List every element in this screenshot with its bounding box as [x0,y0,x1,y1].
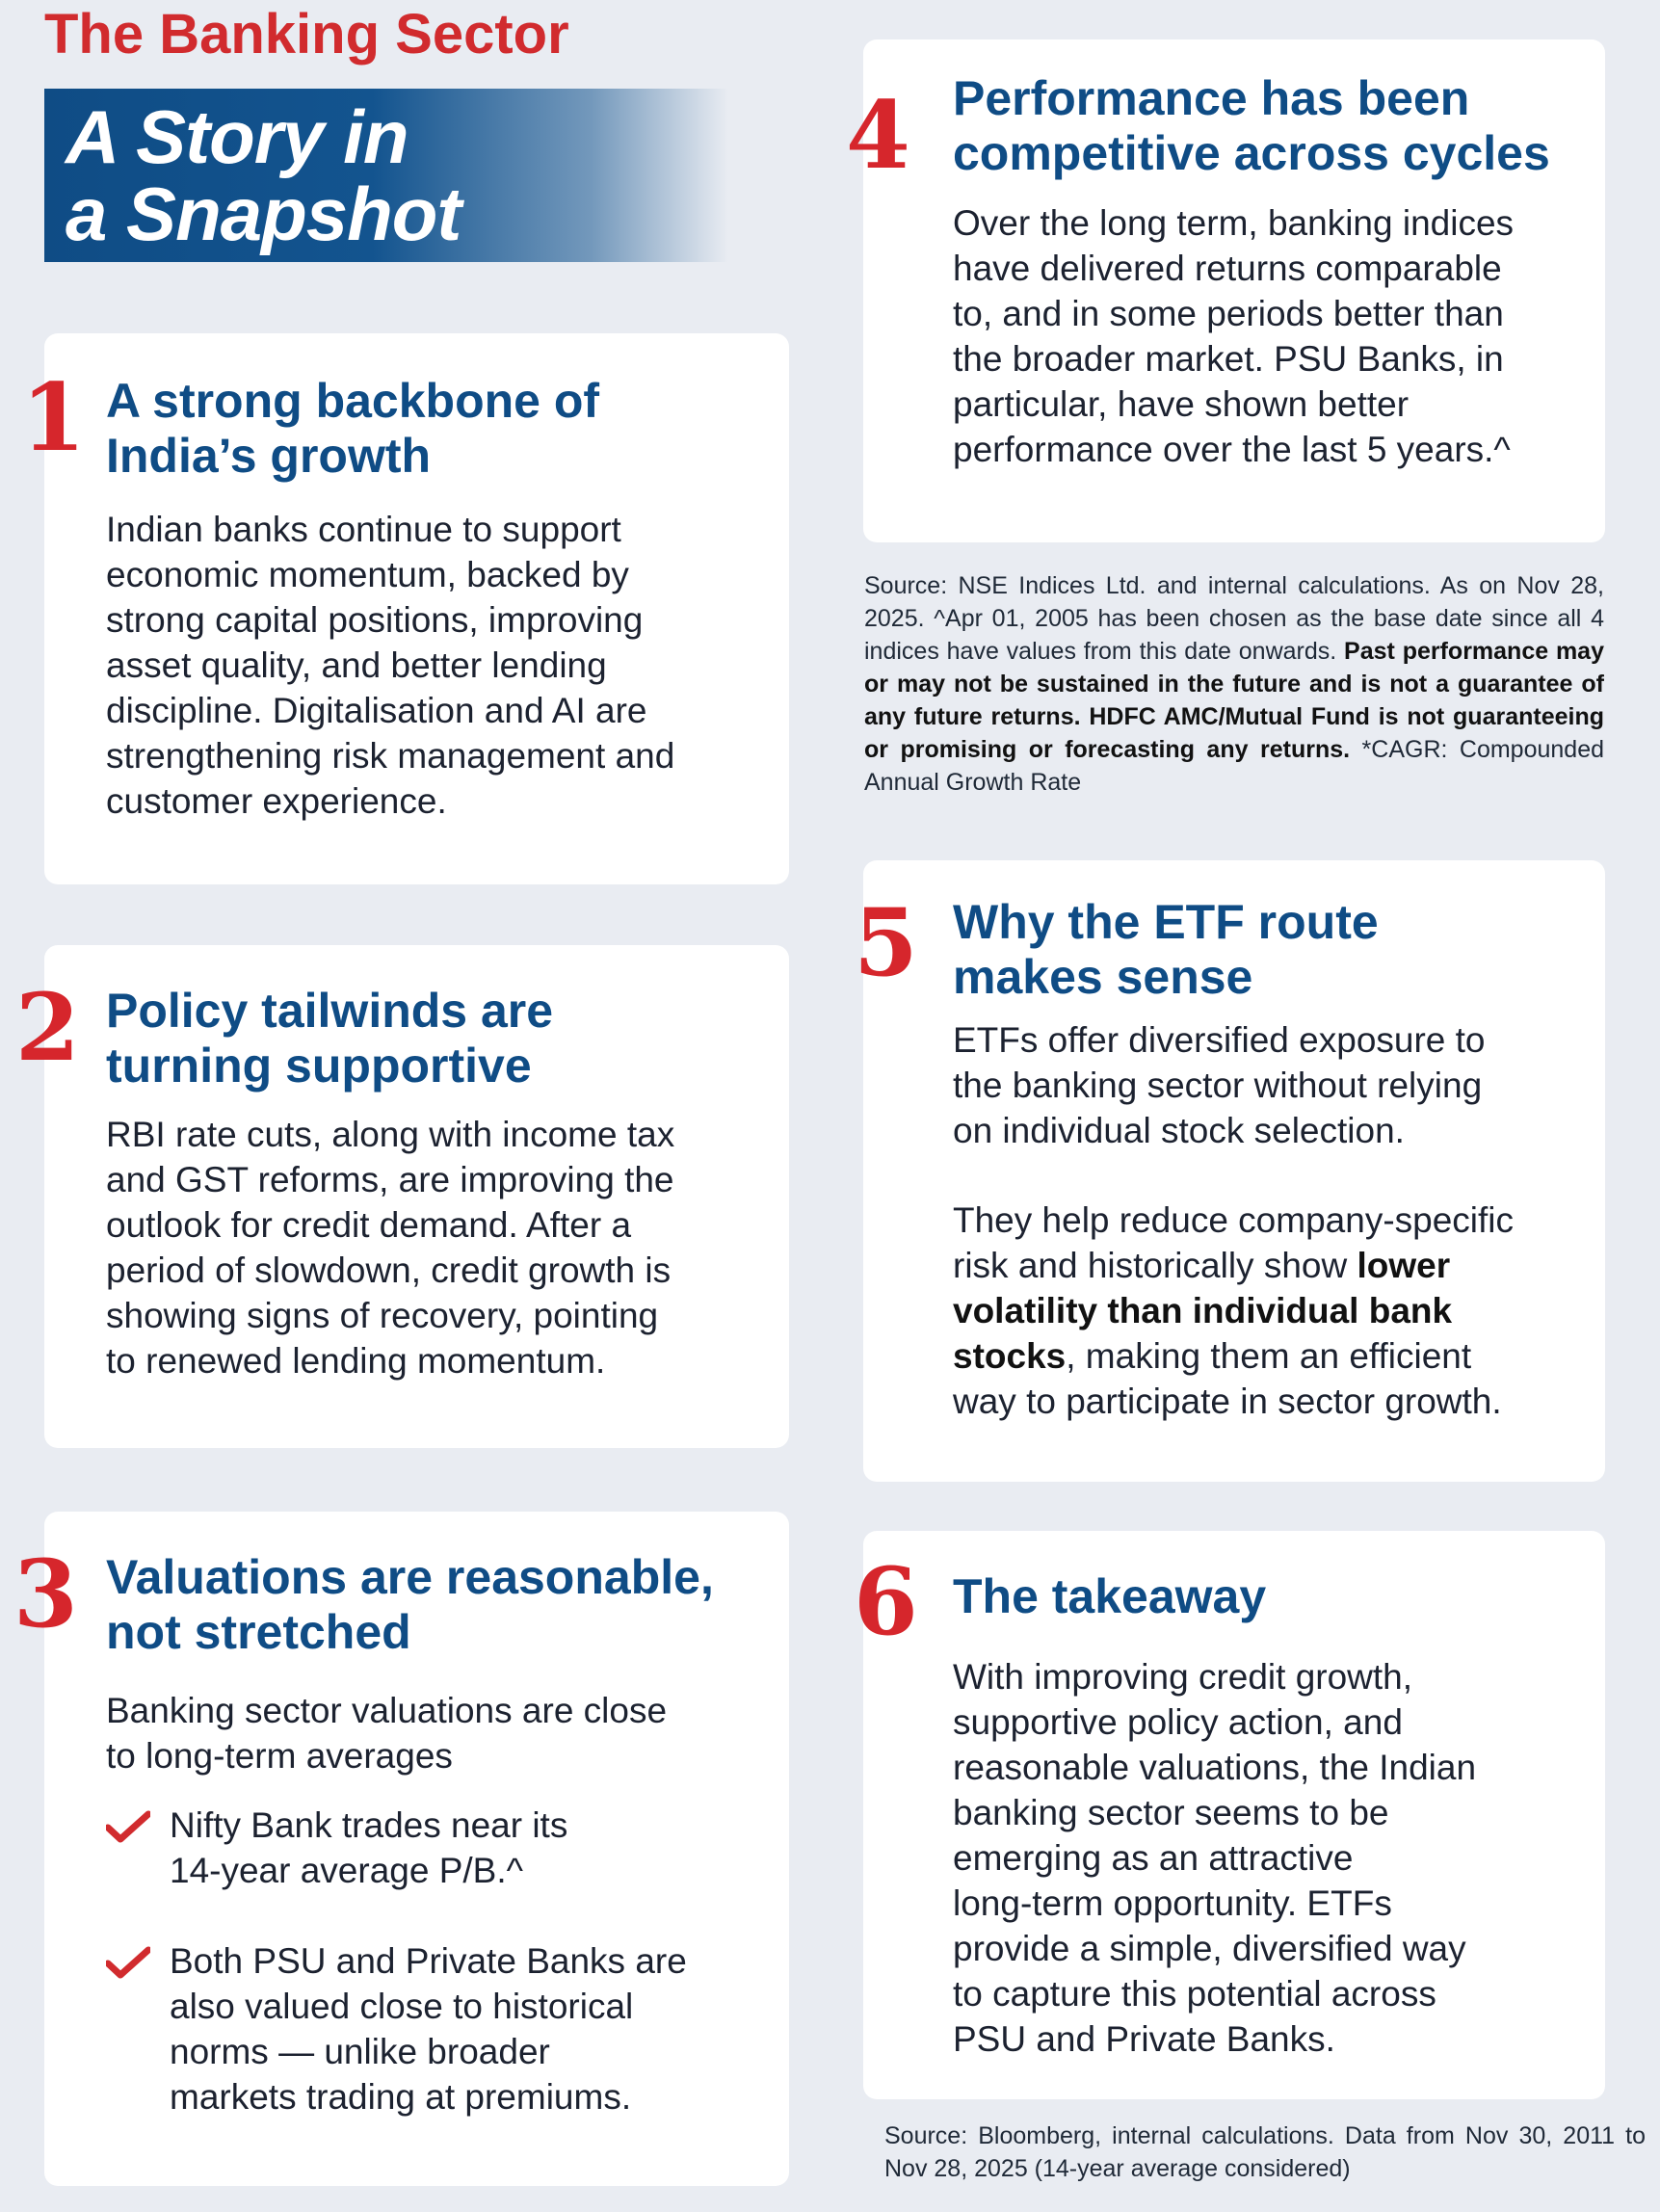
source-note: Source: NSE Indices Ltd. and internal calculations. As on Nov 28, 2025. ^Apr 01, 2005 has been chosen as the base date since all 4 indices have values from this date onwards. Past performance may or may not be sustained in the future and is not a guarantee of any future returns. HDFC AMC/Mutual Fund is not guaranteeing or promising or forecasting any returns. *CAGR: Compounded Annual Growth Rate [864,572,1605,796]
card-body: ETFs offer diversified exposure to the banking sector without relying on individual stock selection. [953,1020,1486,1150]
card-number: 1 [21,363,86,472]
card-policy [15,945,789,1448]
source-note-bloomberg: Source: Bloomberg, internal calculations. Data from Nov 30, 2011 to Nov 28, 2025 (14-year average considered) [884,2122,1646,2182]
card-body: RBI rate cuts, along with income tax and GST reforms, are improving the outlook for credit demand. After a period of slowdown, credit growth is showing signs of recovery, pointing to renewed lending momentum. [106,1115,675,1381]
card-body: Over the long term, banking indices have delivered returns comparable to, and in some periods better than the broader market. PSU Banks, in particular, have shown better performance over the last 5 years.^ [953,203,1515,469]
card-number: 5 [854,888,918,997]
card-valuations [13,1512,789,2186]
card-etf-route [854,860,1605,1482]
card-number: 4 [846,81,910,190]
check-icon [106,1944,150,1983]
card-body: Banking sector valuations are close to long-term averages [106,1691,668,1776]
check-item [106,1803,771,1899]
check-text: Nifty Bank trades near its 14-year average P/B.^ [170,1805,568,1890]
check-text: Both PSU and Private Banks are also valued close to historical norms — unlike broader markets trading at premiums. [170,1941,687,2117]
card-heading: A strong backbone of India’s growth [106,374,600,483]
card-heading: Why the ETF route makes sense [953,895,1379,1004]
card-backbone [21,333,789,884]
card-number: 6 [854,1547,918,1656]
card-heading: The takeaway [953,1569,1267,1623]
subtitle-banner [44,89,728,262]
card-body: With improving credit growth, supportive policy action, and reasonable valuations, the Indian banking sector seems to be emerging as an attractive long-term opportunity. ETFs provide a simple, diversified way to capture this potential across PSU and Private Banks. [953,1657,1477,2059]
card-heading: Policy tailwinds are turning supportive [106,984,554,1093]
card-performance [846,40,1605,542]
banner-text: A Story in a Snapshot [66,94,461,256]
card-number: 3 [13,1540,78,1648]
card-body-2: They help reduce company-specific risk and historically show lower volatility than individual bank stocks, making them an efficient way to participate in sector growth. [953,1200,1515,1421]
card-takeaway [854,1531,1605,2099]
card-body: Indian banks continue to support economic momentum, backed by strong capital positions, improving asset quality, and better lending discipline. Digitalisation and AI are strengthening risk management and customer experience. [106,510,675,821]
card-number: 2 [15,973,80,1082]
check-item [106,1938,771,2121]
check-icon [106,1808,150,1847]
card-heading: Performance has been competitive across cycles [953,71,1550,180]
page-title: The Banking Sector [44,3,569,66]
card-heading: Valuations are reasonable, not stretched [106,1550,714,1659]
